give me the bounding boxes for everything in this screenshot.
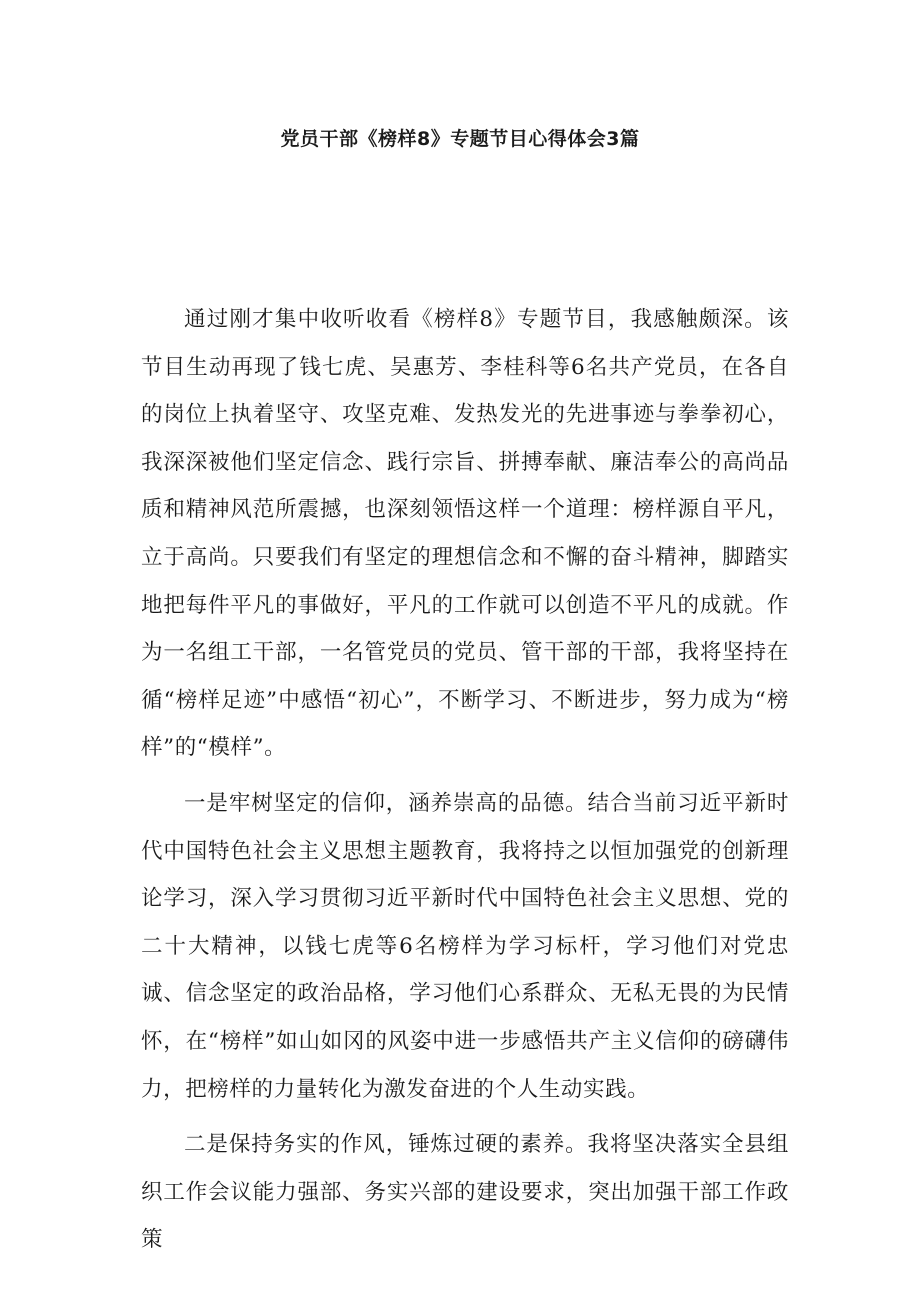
paragraph-intro: 通过刚才集中收听收看《榜样8》专题节目，我感触颇深。该节目生动再现了钱七虎、吴惠芳、李桂科等6名共产党员，在各自的岗位上执着坚守、攻坚克难、发热发光的先进事迹与拳拳初心，我深深被他们坚定信念、践行宗旨、拼搏奉献、廉洁奉公的高尚品质和精神风范所震撼，也深刻领悟这样一个道理：榜样源自平凡，立于高尚。只要我们有坚定的理想信念和不懈的奋斗精神，脚踏实地把每件平凡的事做好，平凡的工作就可以创造不平凡的成就。作为一名组工干部，一名管党员的党员、管干部的干部，我将坚持在循“榜样足迹”中感悟“初心”，不断学习、不断进步，努力成为“榜样”的“模样”。 [141,307,789,761]
paragraph-point-one: 一是牢树坚定的信仰，涵养崇高的品德。结合当前习近平新时代中国特色社会主义思想主题教育，我将持之以恒加强党的创新理论学习，深入学习贯彻习近平新时代中国特色社会主义思想、党的二十大精神，以钱七虎等6名榜样为学习标杆，学习他们对党忠诚、信念坚定的政治品格，学习他们心系群众、无私无畏的为民情怀，在“榜样”如山如冈的风姿中进一步感悟共产主义信仰的磅礴伟力，把榜样的力量转化为激发奋进的个人生动实践。 [141,790,789,1102]
document-body [141,296,789,1264]
paragraph-point-two: 二是保持务实的作风，锤炼过硬的素养。我将坚决落实全县组织工作会议能力强部、务实兴部的建设要求，突出加强干部工作政策 [141,1132,789,1253]
document-title: 党员干部《榜样8》专题节目心得体会3篇 [280,128,640,150]
